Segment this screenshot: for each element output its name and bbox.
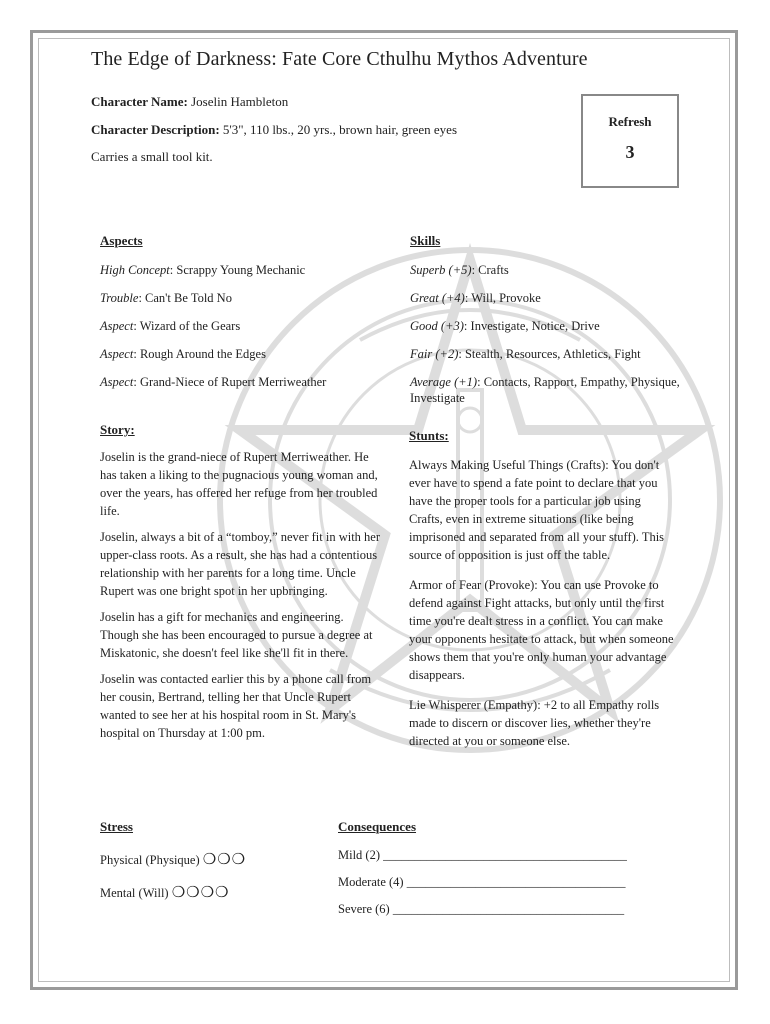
stress-physical-label: Physical (Physique) (100, 853, 200, 867)
skills-section (410, 233, 680, 406)
character-description-line (91, 122, 457, 138)
stress-mental-boxes[interactable]: ❍❍❍❍ (171, 883, 230, 901)
stress-physical-boxes[interactable]: ❍❍❍ (202, 850, 247, 868)
page-title: The Edge of Darkness: Fate Core Cthulhu Mythos Adventure (91, 48, 588, 70)
stunts-heading: Stunts: (409, 428, 449, 443)
skill-row: Fair (+2): Stealth, Resources, Athletics, Fight (410, 347, 641, 361)
consequences-section (338, 819, 678, 917)
skill-row: Great (+4): Will, Provoke (410, 291, 541, 305)
skills-heading: Skills (410, 233, 441, 248)
story-paragraph: Joselin was contacted earlier this by a phone call from her cousin, Bertrand, telling her that Uncle Rupert wanted to see her at his hospital room in St. Mary's hospital on Thursday at 1:00 pm. (100, 672, 372, 740)
character-name-value: Joselin Hambleton (191, 94, 289, 109)
stunt-paragraph: Always Making Useful Things (Crafts): You don't ever have to spend a fate point to declare that you have the proper tools for a particular job using Crafts, even in extreme situations (like being imprisoned and separated from all your stuff). This source of opposition is just off the table. (409, 458, 665, 562)
story-heading: Story: (100, 422, 135, 437)
aspects-heading: Aspects (100, 233, 143, 248)
stunt-paragraph: Lie Whisperer (Empathy): +2 to all Empathy rolls made to discern or discover lies, whether they're directed at you or someone else. (409, 698, 660, 748)
skill-row: Average (+1): Contacts, Rapport, Empathy, Physique, Investigate (410, 375, 680, 405)
character-description-label: Character Description: (91, 122, 220, 137)
character-description-value: 5'3", 110 lbs., 20 yrs., brown hair, green eyes (222, 122, 458, 137)
skill-row: Superb (+5): Crafts (410, 263, 509, 277)
aspects-section (100, 233, 390, 390)
consequences-heading: Consequences (338, 819, 417, 834)
stunts-section (409, 428, 674, 758)
story-paragraph: Joselin is the grand-niece of Rupert Merriweather. He has taken a liking to the pugnacious young woman and, over the years, has offered her refuge from her troubled life. (100, 450, 378, 518)
skill-row: Good (+3): Investigate, Notice, Drive (410, 319, 600, 333)
aspect-row: Aspect: Grand-Niece of Rupert Merriweather (100, 375, 327, 389)
aspect-row: Aspect: Wizard of the Gears (100, 319, 241, 333)
character-name-label: Character Name: (91, 94, 188, 109)
aspect-row: High Concept: Scrappy Young Mechanic (100, 263, 306, 277)
stress-heading: Stress (100, 819, 133, 834)
consequence-moderate[interactable]: Moderate (4) ___________________________________ (338, 875, 626, 889)
stress-track-physical (100, 851, 320, 868)
story-paragraph: Joselin, always a bit of a “tomboy,” never fit in with her upper-class roots. As a result, she has had a contentious relationship with her parents for a long time. Uncle Rupert was one bright spot in her upbringing. (100, 530, 381, 598)
story-section (100, 422, 382, 750)
aspect-row: Aspect: Rough Around the Edges (100, 347, 266, 361)
story-paragraph: Joselin has a gift for mechanics and engineering. Though she has been encouraged to pursue a degree at Miskatonic, she doesn't feel like she'll fit in there. (100, 610, 373, 660)
stress-mental-label: Mental (Will) (100, 886, 169, 900)
consequence-severe[interactable]: Severe (6) _____________________________________ (338, 902, 625, 916)
stress-section (100, 819, 320, 901)
stress-track-mental (100, 884, 320, 901)
aspect-row: Trouble: Can't Be Told No (100, 291, 232, 305)
refresh-label: Refresh (608, 114, 652, 129)
refresh-value: 3 (625, 142, 635, 162)
refresh-box (581, 94, 679, 188)
stunt-paragraph: Armor of Fear (Provoke): You can use Provoke to defend against Fight attacks, but only until the first time you're dealt stress in a conflict. You can make your opponents hesitate to attack, but when someone shows them that you're only human your advantage disappears. (409, 578, 674, 682)
character-name-line (91, 94, 288, 110)
character-extra-line: Carries a small tool kit. (91, 149, 213, 164)
consequence-mild[interactable]: Mild (2) _______________________________________ (338, 848, 627, 862)
